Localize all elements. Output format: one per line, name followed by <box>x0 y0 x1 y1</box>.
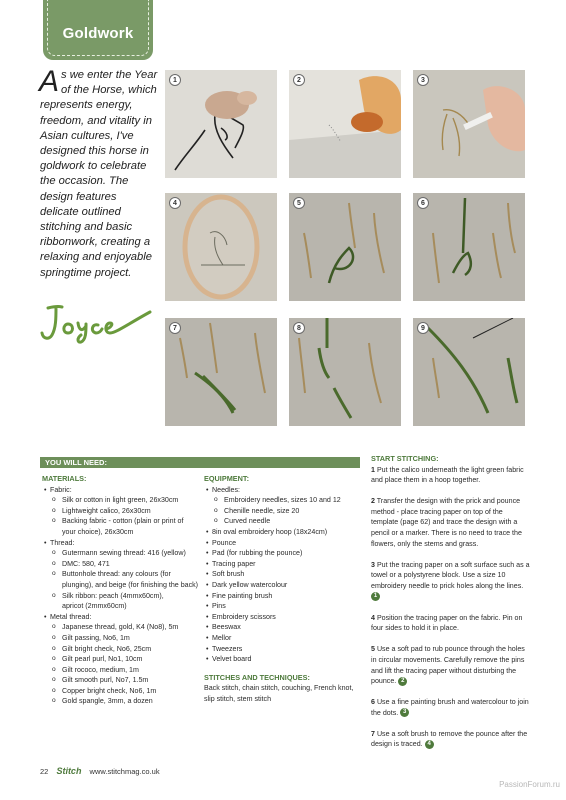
materials-list <box>42 485 200 707</box>
page-footer <box>40 766 160 776</box>
step-item <box>371 613 531 634</box>
list-item: • Metal thread: <box>42 612 200 623</box>
website-url: www.stitchmag.co.uk <box>89 767 160 776</box>
step-number: 6 <box>371 698 375 707</box>
step-item <box>371 729 531 750</box>
step-text: Transfer the design with the prick and pounce method - place tracing paper on top of the template (page 62) and trace the design with a pencil or a marker. There is no need to trace the flowers, only the stems and grass. <box>371 497 522 548</box>
step-item <box>371 465 531 486</box>
list-item: • Tracing paper <box>204 559 362 570</box>
list-item: plunging), and beige (for finishing the back) <box>62 580 199 589</box>
list-item: o Copper bright check, No6, 1m <box>42 686 200 697</box>
step-text: Put the calico underneath the light green fabric and place them in a hoop together. <box>371 465 524 485</box>
step-text: Use a soft pad to rub pounce through the holes in circular movements. Carefully remove the pins and lift the tracing paper without disturbing the pounce. <box>371 645 525 686</box>
photo-number: 8 <box>293 322 305 334</box>
intro-text: s we enter the Year of the Horse, which represents energy, freedom, and vitality in Asian cultures, I've designed this horse in goldwork to celebrate the occasion. The design features delicate outlined stitching and basic ribbonwork, creating a relaxing and enjoyable springtime project. <box>40 69 158 279</box>
section-tab <box>43 0 153 60</box>
list-item: o Gilt pearl purl, No1, 10cm <box>42 654 200 665</box>
list-item: • Velvet board <box>204 654 362 665</box>
photo-number: 6 <box>417 197 429 209</box>
step-text: Use a soft brush to remove the pounce after the design is traced. <box>371 729 528 749</box>
list-item: your choice), 26x30cm <box>62 527 134 536</box>
photo-number: 9 <box>417 322 429 334</box>
list-item: o Gutermann sewing thread: 416 (yellow) <box>42 548 200 559</box>
step-number: 7 <box>371 729 375 738</box>
step-photo-5 <box>289 193 401 301</box>
photo-ref-badge: 4 <box>425 740 434 749</box>
stitching-photo-icon <box>289 318 401 426</box>
equipment-list <box>204 485 362 665</box>
list-item: • Pounce <box>204 538 362 549</box>
step-photo-2 <box>289 70 401 178</box>
page-number: 22 <box>40 767 49 776</box>
materials-column <box>42 474 200 707</box>
equipment-heading: EQUIPMENT: <box>204 474 249 483</box>
list-item: o Curved needle <box>204 516 362 527</box>
step-number: 3 <box>371 560 375 569</box>
you-will-need-title: YOU WILL NEED: <box>45 458 107 467</box>
hoop-photo-icon <box>165 193 277 301</box>
step-text: Position the tracing paper on the fabric. Pin on four sides to hold it in place. <box>371 613 523 633</box>
list-item: o DMC: 580, 471 <box>42 559 200 570</box>
pounce-pad-photo-icon <box>289 70 401 178</box>
steps-heading: START STITCHING: <box>371 454 439 463</box>
photo-number: 4 <box>169 197 181 209</box>
list-item: o Backing fabric - cotton (plain or print of <box>42 516 200 527</box>
step-item <box>371 644 531 686</box>
signature-joyce <box>38 302 156 344</box>
step-photo-6 <box>413 193 525 301</box>
brush-watercolour-photo-icon <box>413 70 525 178</box>
photo-number: 3 <box>417 74 429 86</box>
stitching-photo-icon <box>165 318 277 426</box>
list-item: • 8in oval embroidery hoop (18x24cm) <box>204 527 362 538</box>
step-number: 4 <box>371 613 375 622</box>
techniques-text: Back stitch, chain stitch, couching, French knot, slip stitch, stem stitch <box>204 684 354 703</box>
equipment-column <box>204 474 362 704</box>
step-photo-4 <box>165 193 277 301</box>
photo-number: 5 <box>293 197 305 209</box>
stitching-photo-icon <box>289 193 401 301</box>
photo-ref-badge: 3 <box>400 708 409 717</box>
list-item: • Thread: <box>42 538 200 549</box>
stitching-photo-icon <box>413 193 525 301</box>
step-text: Put the tracing paper on a soft surface such as a towel or a polystyrene block. Use a size 10 embroidery needle to prick holes along the lines. <box>371 560 530 590</box>
step-photo-7 <box>165 318 277 426</box>
list-item: • Beeswax <box>204 622 362 633</box>
list-item: • Tweezers <box>204 644 362 655</box>
list-item: o Silk or cotton in light green, 26x30cm <box>42 495 200 506</box>
section-tab-label: Goldwork <box>62 25 134 42</box>
steps-column <box>371 454 531 761</box>
step-photo-9 <box>413 318 525 426</box>
list-item: • Soft brush <box>204 569 362 580</box>
step-item <box>371 560 531 602</box>
list-item: o Chenille needle, size 20 <box>204 506 362 517</box>
list-item: • Fabric: <box>42 485 200 496</box>
list-item: o Silk ribbon: peach (4mmx60cm), <box>42 591 200 602</box>
step-item <box>371 496 531 549</box>
intro-dropcap: A <box>39 65 60 98</box>
step-item <box>371 697 531 718</box>
list-item: o Japanese thread, gold, K4 (No8), 5m <box>42 622 200 633</box>
step-number: 1 <box>371 465 375 474</box>
list-item: • Pad (for rubbing the pounce) <box>204 548 362 559</box>
list-item: o Embroidery needles, sizes 10 and 12 <box>204 495 362 506</box>
section-tab-border <box>47 0 149 56</box>
step-text: Use a fine painting brush and watercolour to join the dots. <box>371 698 529 717</box>
list-item: apricot (2mmx60cm) <box>62 602 127 611</box>
intro-paragraph <box>39 65 158 281</box>
list-item: o Gilt bright check, No6, 25cm <box>42 644 200 655</box>
list-item: • Embroidery scissors <box>204 612 362 623</box>
watermark: PassionForum.ru <box>499 780 560 789</box>
list-item: • Dark yellow watercolour <box>204 580 362 591</box>
magazine-logo: Stitch <box>56 766 82 776</box>
list-item: o Lightweight calico, 26x30cm <box>42 506 200 517</box>
list-item: o Gilt smooth purl, No7, 1.5m <box>42 675 200 686</box>
step-photo-1 <box>165 70 277 178</box>
photo-ref-badge: 1 <box>371 592 380 601</box>
list-item: • Pins <box>204 601 362 612</box>
tracing-horse-photo-icon <box>165 70 277 178</box>
you-will-need-bar <box>40 457 360 468</box>
photo-ref-badge: 2 <box>398 677 407 686</box>
step-photo-8 <box>289 318 401 426</box>
list-item: o Buttonhole thread: any colours (for <box>42 569 200 580</box>
photo-number: 7 <box>169 322 181 334</box>
list-item: o Gold spangle, 3mm, a dozen <box>42 696 200 707</box>
step-number: 5 <box>371 645 375 654</box>
stitching-photo-icon <box>413 318 525 426</box>
list-item: • Fine painting brush <box>204 591 362 602</box>
list-item: • Needles: <box>204 485 362 496</box>
list-item: o Gilt rococo, medium, 1m <box>42 665 200 676</box>
materials-heading: MATERIALS: <box>42 474 87 483</box>
techniques-heading: STITCHES AND TECHNIQUES: <box>204 672 310 682</box>
step-photo-3 <box>413 70 525 178</box>
photo-number: 1 <box>169 74 181 86</box>
photo-number: 2 <box>293 74 305 86</box>
list-item: o Gilt passing, No6, 1m <box>42 633 200 644</box>
list-item: • Mellor <box>204 633 362 644</box>
step-number: 2 <box>371 497 375 506</box>
